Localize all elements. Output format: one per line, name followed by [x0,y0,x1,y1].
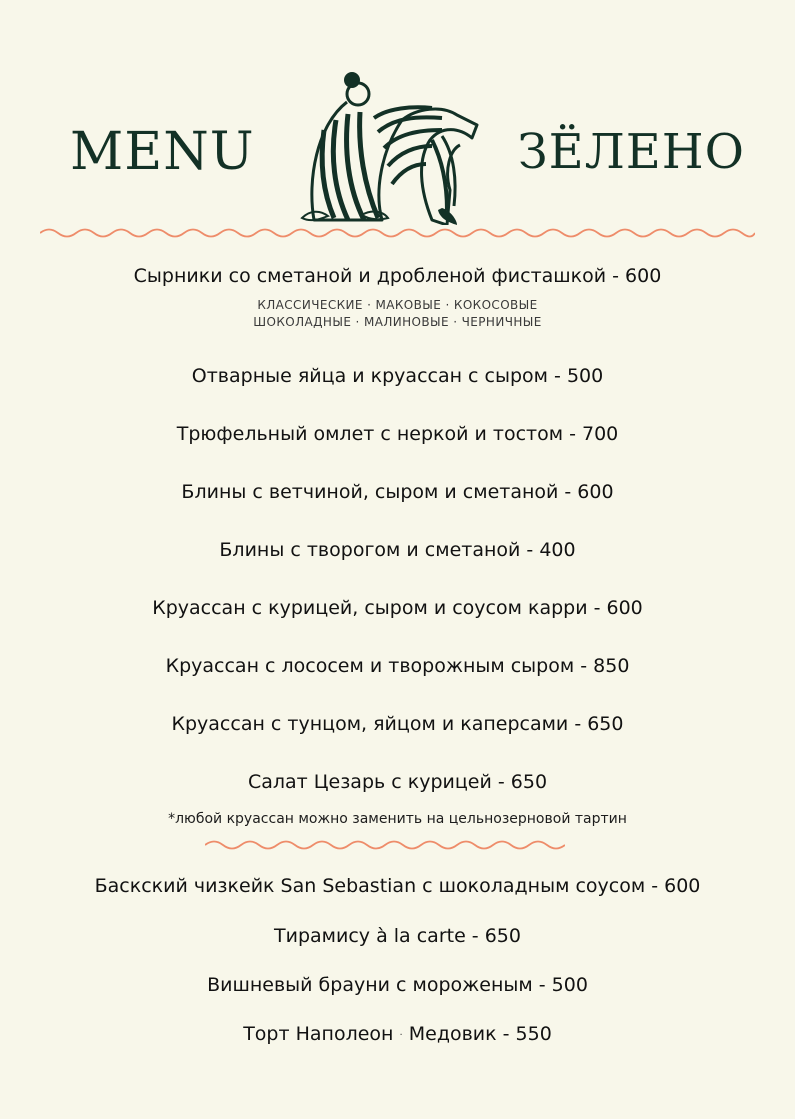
menu-item-croissant-chicken: Круассан с курицей, сыром и соусом карри - 600 [152,597,643,619]
croissant-replacement-note: *любой круассан можно заменить на цельнозерновой тартин [168,811,627,827]
cake-separator-dot: · [399,1030,403,1041]
cake-medovik-label: Медовик - 550 [408,1023,552,1045]
menu-item-croissant-tuna: Круассан с тунцом, яйцом и каперсами - 650 [171,713,624,735]
syrniki-variants-line-2: ШОКОЛАДНЫЕ · МАЛИНОВЫЕ · ЧЕРНИЧНЫЕ [253,315,542,329]
cake-napoleon-label: Торт Наполеон [243,1023,394,1045]
menu-item-basque-cheesecake: Баскский чизкейк San Sebastian с шоколадным соусом - 600 [94,875,701,897]
menu-title: MENU [70,122,255,182]
menu-item-truffle-omelette: Трюфельный омлет с неркой и тостом - 700 [176,423,619,445]
top-wave-divider [40,226,755,240]
menu-item-caesar-salad: Салат Цезарь с курицей - 650 [247,771,548,793]
menu-item-croissant-salmon: Круассан с лососем и творожным сыром - 850 [165,655,630,677]
brand-title: ЗЁЛЕНО [517,124,745,180]
menu-item-tiramisu: Тирамису à la carte - 650 [274,925,521,947]
menu-item-pancakes-ham: Блины с ветчиной, сыром и сметаной - 600 [181,481,614,503]
middle-wave-divider [205,838,565,852]
menu-item-cherry-brownie: Вишневый брауни с мороженым - 500 [207,974,588,996]
menu-item-eggs-croissant: Отварные яйца и круассан с сыром - 500 [191,365,604,387]
menu-item-syrniki: Сырники со сметаной и дробленой фисташкой - 600 [133,265,662,287]
menu-item-pancakes-cottage: Блины с творогом и сметаной - 400 [219,539,576,561]
woman-figure-logo [292,70,482,225]
menu-item-cake-napoleon-medovik [0,1022,795,1048]
menu-header [0,60,795,230]
syrniki-variants-line-1: КЛАССИЧЕСКИЕ · МАКОВЫЕ · КОКОСОВЫЕ [257,298,538,312]
